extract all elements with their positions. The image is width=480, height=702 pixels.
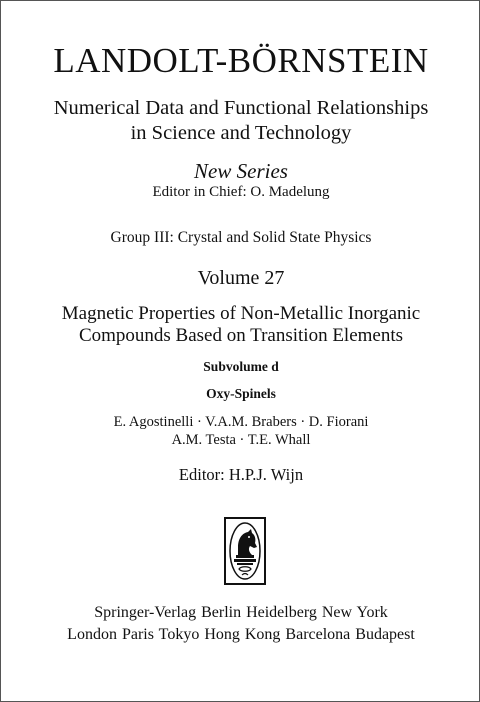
main-title: LANDOLT-BÖRNSTEIN xyxy=(53,41,429,80)
subtitle-line-2: in Science and Technology xyxy=(130,122,352,144)
publisher-line-2: London Paris Tokyo Hong Kong Barcelona Budapest xyxy=(67,626,415,643)
authors-line-1: E. Agostinelli · V.A.M. Brabers · D. Fiorani xyxy=(113,414,369,430)
series-title: New Series xyxy=(194,159,288,183)
volume-title-line-1: Magnetic Properties of Non-Metallic Inorganic xyxy=(61,303,421,324)
subvolume-label: Subvolume d xyxy=(203,359,279,374)
editor-in-chief: Editor in Chief: O. Madelung xyxy=(152,184,330,200)
authors-line-2: A.M. Testa · T.E. Whall xyxy=(171,432,311,448)
subject-label: Oxy-Spinels xyxy=(206,386,276,401)
volume-title-line-2: Compounds Based on Transition Elements xyxy=(78,325,404,346)
publisher-line-1: Springer-Verlag Berlin Heidelberg New York xyxy=(94,604,388,621)
subtitle-line-1: Numerical Data and Functional Relationships xyxy=(53,97,429,119)
springer-chess-knight-logo-icon xyxy=(224,517,266,585)
group-title: Group III: Crystal and Solid State Physics xyxy=(110,229,372,246)
volume-number: Volume 27 xyxy=(197,267,285,289)
volume-editor: Editor: H.P.J. Wijn xyxy=(178,465,304,484)
